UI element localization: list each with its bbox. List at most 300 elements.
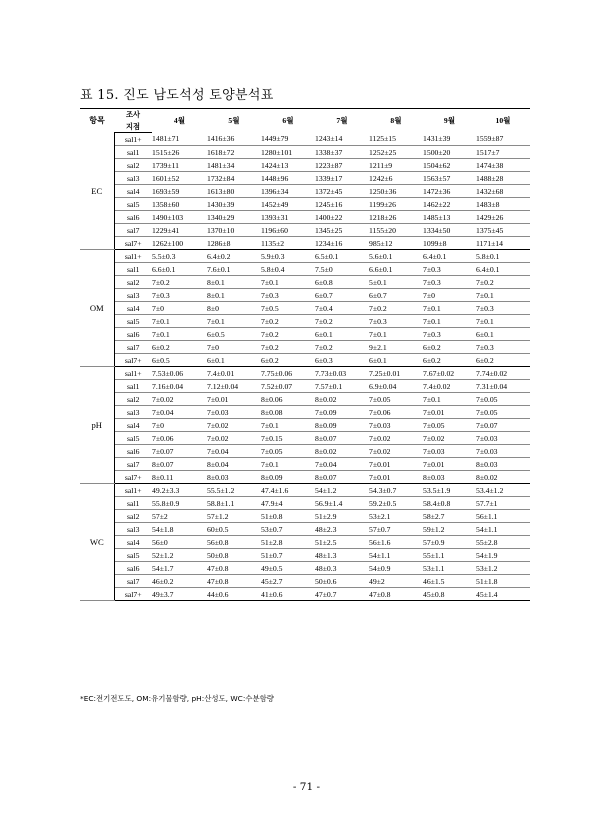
site-cell: sal1 (114, 146, 152, 159)
table-row (80, 224, 530, 237)
value-cell: 7±0.02 (423, 432, 476, 445)
value-cell: 54±1.7 (152, 562, 207, 575)
value-cell: 55.5±1.2 (207, 484, 261, 497)
header-month: 8월 (369, 109, 423, 133)
value-cell: 1218±26 (369, 211, 423, 224)
table-row (80, 393, 530, 406)
value-cell: 1339±17 (315, 172, 369, 185)
value-cell: 58.4±0.8 (423, 497, 476, 510)
value-cell: 7.16±0.04 (152, 380, 207, 393)
value-cell: 1223±87 (315, 159, 369, 172)
site-cell: sal1 (114, 263, 152, 276)
table-row (80, 276, 530, 289)
value-cell: 6.5±0.1 (315, 250, 369, 263)
value-cell: 1483±8 (476, 198, 530, 211)
value-cell: 1400±22 (315, 211, 369, 224)
value-cell: 9±2.1 (369, 341, 423, 354)
value-cell: 7±0.05 (423, 419, 476, 432)
value-cell: 8±0.1 (207, 276, 261, 289)
value-cell: 46±1.5 (423, 575, 476, 588)
value-cell: 1488±28 (476, 172, 530, 185)
value-cell: 1490±103 (152, 211, 207, 224)
value-cell: 47±0.8 (207, 575, 261, 588)
value-cell: 7±0.04 (207, 445, 261, 458)
site-cell: sal7+ (114, 588, 152, 601)
value-cell: 1431±39 (423, 133, 476, 146)
value-cell: 1370±10 (207, 224, 261, 237)
site-cell: sal6 (114, 211, 152, 224)
group-label: pH (80, 367, 114, 484)
value-cell: 1199±26 (369, 198, 423, 211)
value-cell: 6±0.5 (207, 328, 261, 341)
value-cell: 58±2.7 (423, 510, 476, 523)
value-cell: 55.8±0.9 (152, 497, 207, 510)
value-cell: 1286±8 (207, 237, 261, 250)
value-cell: 6±0.2 (423, 341, 476, 354)
value-cell: 7±0 (207, 341, 261, 354)
value-cell: 1618±72 (207, 146, 261, 159)
table-row (80, 250, 530, 263)
site-cell: sal4 (114, 536, 152, 549)
value-cell: 1424±13 (261, 159, 315, 172)
value-cell: 7±0.01 (207, 393, 261, 406)
value-cell: 1155±20 (369, 224, 423, 237)
site-cell: sal4 (114, 419, 152, 432)
value-cell: 57±0.9 (423, 536, 476, 549)
value-cell: 1396±34 (261, 185, 315, 198)
site-cell: sal1 (114, 380, 152, 393)
value-cell: 7.31±0.04 (476, 380, 530, 393)
table-row (80, 536, 530, 549)
value-cell: 57.7±1 (476, 497, 530, 510)
value-cell: 7.12±0.04 (207, 380, 261, 393)
value-cell: 51±2.9 (315, 510, 369, 523)
value-cell: 1693±59 (152, 185, 207, 198)
value-cell: 54±1.8 (152, 523, 207, 536)
value-cell: 7±0.03 (476, 432, 530, 445)
table-row (80, 510, 530, 523)
table-row (80, 419, 530, 432)
value-cell: 7±0.2 (476, 276, 530, 289)
value-cell: 59.2±0.5 (369, 497, 423, 510)
table-title: 표 15. 진도 남도석성 토양분석표 (80, 88, 274, 103)
table-row (80, 354, 530, 367)
value-cell: 1262±100 (152, 237, 207, 250)
value-cell: 7±0.1 (476, 289, 530, 302)
value-cell: 7±0.05 (369, 393, 423, 406)
value-cell: 54±0.9 (369, 562, 423, 575)
value-cell: 49.2±3.3 (152, 484, 207, 497)
value-cell: 59±1.2 (423, 523, 476, 536)
value-cell: 56±1.1 (476, 510, 530, 523)
value-cell: 5.6±0.1 (369, 250, 423, 263)
site-cell: sal7+ (114, 237, 152, 250)
site-cell: sal3 (114, 406, 152, 419)
value-cell: 56±0 (152, 536, 207, 549)
value-cell: 7±0.1 (423, 393, 476, 406)
value-cell: 55±1.1 (423, 549, 476, 562)
value-cell: 6±0.1 (369, 354, 423, 367)
value-cell: 6±0.7 (315, 289, 369, 302)
value-cell: 6±0.1 (207, 354, 261, 367)
value-cell: 7±0.01 (369, 471, 423, 484)
value-cell: 7±0.02 (152, 393, 207, 406)
value-cell: 7±0.5 (261, 302, 315, 315)
site-cell: sal1+ (114, 367, 152, 380)
value-cell: 1393±31 (261, 211, 315, 224)
value-cell: 51±1.8 (476, 575, 530, 588)
value-cell: 6.4±0.2 (207, 250, 261, 263)
value-cell: 6±0.1 (315, 328, 369, 341)
value-cell: 44±0.6 (207, 588, 261, 601)
value-cell: 7±0 (423, 289, 476, 302)
value-cell: 7±0.01 (423, 458, 476, 471)
value-cell: 8±0.09 (261, 471, 315, 484)
value-cell: 57±0.7 (369, 523, 423, 536)
site-cell: sal3 (114, 172, 152, 185)
table-row (80, 562, 530, 575)
site-cell: sal6 (114, 445, 152, 458)
table-row (80, 172, 530, 185)
value-cell: 7±0.05 (476, 393, 530, 406)
value-cell: 1099±8 (423, 237, 476, 250)
site-cell: sal7 (114, 458, 152, 471)
table-row (80, 289, 530, 302)
value-cell: 56.9±1.4 (315, 497, 369, 510)
value-cell: 48±0.3 (315, 562, 369, 575)
value-cell: 7±0.04 (152, 406, 207, 419)
value-cell: 7±0.03 (476, 445, 530, 458)
site-cell: sal7 (114, 575, 152, 588)
value-cell: 7±0.02 (207, 432, 261, 445)
group-ec (80, 133, 530, 250)
site-cell: sal1+ (114, 250, 152, 263)
table-row (80, 575, 530, 588)
value-cell: 1448±96 (261, 172, 315, 185)
page-number: - 71 - (292, 781, 321, 793)
table-row (80, 523, 530, 536)
value-cell: 6±0.5 (152, 354, 207, 367)
site-cell: sal5 (114, 315, 152, 328)
value-cell: 8±0.08 (261, 406, 315, 419)
value-cell: 1432±68 (476, 185, 530, 198)
table-row (80, 458, 530, 471)
value-cell: 7±0.4 (315, 302, 369, 315)
value-cell: 5.8±0.4 (261, 263, 315, 276)
group-label: WC (80, 484, 114, 601)
value-cell: 51±0.8 (261, 510, 315, 523)
value-cell: 7±0.1 (423, 315, 476, 328)
value-cell: 53±2.1 (369, 510, 423, 523)
table-row (80, 367, 530, 380)
value-cell: 1559±87 (476, 133, 530, 146)
header-month: 5월 (207, 109, 261, 133)
value-cell: 7.4±0.02 (423, 380, 476, 393)
value-cell: 7±0.3 (423, 276, 476, 289)
value-cell: 1732±84 (207, 172, 261, 185)
table-row (80, 185, 530, 198)
value-cell: 1242±6 (369, 172, 423, 185)
value-cell: 1481±34 (207, 159, 261, 172)
value-cell: 47±0.8 (207, 562, 261, 575)
value-cell: 6±0.2 (476, 354, 530, 367)
value-cell: 8±0.07 (315, 471, 369, 484)
value-cell: 1196±60 (261, 224, 315, 237)
value-cell: 7±0.06 (369, 406, 423, 419)
value-cell: 48±2.3 (315, 523, 369, 536)
header-month: 9월 (423, 109, 476, 133)
site-cell: sal1 (114, 497, 152, 510)
header-site-line2: 지점 (114, 120, 152, 133)
header-month: 7월 (315, 109, 369, 133)
value-cell: 8±0.06 (261, 393, 315, 406)
value-cell: 50±0.6 (315, 575, 369, 588)
value-cell: 45±1.4 (476, 588, 530, 601)
header-month: 4월 (152, 109, 207, 133)
table-row (80, 588, 530, 601)
value-cell: 8±0 (207, 302, 261, 315)
value-cell: 7±0.3 (423, 328, 476, 341)
group-om (80, 250, 530, 367)
soil-analysis-table (80, 108, 530, 601)
value-cell: 7±0.1 (369, 328, 423, 341)
table-row (80, 302, 530, 315)
value-cell: 7±0.1 (423, 302, 476, 315)
table-row (80, 471, 530, 484)
site-cell: sal1+ (114, 484, 152, 497)
value-cell: 1474±38 (476, 159, 530, 172)
table-row (80, 445, 530, 458)
value-cell: 47±0.7 (315, 588, 369, 601)
value-cell: 7.5±0 (315, 263, 369, 276)
value-cell: 1429±26 (476, 211, 530, 224)
value-cell: 54±1.9 (476, 549, 530, 562)
value-cell: 7±0 (152, 419, 207, 432)
site-cell: sal6 (114, 328, 152, 341)
value-cell: 6.4±0.1 (423, 250, 476, 263)
table-row (80, 198, 530, 211)
table-row (80, 315, 530, 328)
site-cell: sal5 (114, 198, 152, 211)
table-row (80, 380, 530, 393)
table-row (80, 133, 530, 146)
value-cell: 1481±71 (152, 133, 207, 146)
value-cell: 8±0.02 (315, 445, 369, 458)
value-cell: 7±0.02 (369, 432, 423, 445)
value-cell: 7±0.2 (152, 276, 207, 289)
value-cell: 1280±101 (261, 146, 315, 159)
value-cell: 1739±11 (152, 159, 207, 172)
value-cell: 985±12 (369, 237, 423, 250)
value-cell: 7±0.1 (152, 328, 207, 341)
header-item: 항목 (80, 109, 114, 133)
site-cell: sal1+ (114, 133, 152, 146)
site-cell: sal4 (114, 302, 152, 315)
value-cell: 1340±29 (207, 211, 261, 224)
value-cell: 1234±16 (315, 237, 369, 250)
value-cell: 1252±25 (369, 146, 423, 159)
site-cell: sal7+ (114, 354, 152, 367)
value-cell: 7±0.2 (261, 315, 315, 328)
table-row (80, 211, 530, 224)
value-cell: 54±1.2 (315, 484, 369, 497)
value-cell: 54±1.1 (369, 549, 423, 562)
value-cell: 7±0.07 (152, 445, 207, 458)
value-cell: 56±1.6 (369, 536, 423, 549)
value-cell: 7±0.03 (423, 445, 476, 458)
value-cell: 7±0.3 (476, 302, 530, 315)
site-cell: sal7 (114, 224, 152, 237)
value-cell: 8±0.11 (152, 471, 207, 484)
value-cell: 1372±45 (315, 185, 369, 198)
value-cell: 6.9±0.04 (369, 380, 423, 393)
site-cell: sal2 (114, 276, 152, 289)
value-cell: 8±0.03 (207, 471, 261, 484)
value-cell: 1500±20 (423, 146, 476, 159)
value-cell: 1229±41 (152, 224, 207, 237)
value-cell: 6.6±0.1 (369, 263, 423, 276)
table-row (80, 432, 530, 445)
value-cell: 1243±14 (315, 133, 369, 146)
value-cell: 51±0.7 (261, 549, 315, 562)
value-cell: 46±0.2 (152, 575, 207, 588)
value-cell: 7.53±0.06 (152, 367, 207, 380)
site-cell: sal6 (114, 562, 152, 575)
value-cell: 1171±14 (476, 237, 530, 250)
value-cell: 1504±62 (423, 159, 476, 172)
value-cell: 7±0.2 (315, 341, 369, 354)
value-cell: 8±0.1 (207, 289, 261, 302)
value-cell: 8±0.03 (476, 458, 530, 471)
value-cell: 53±1.1 (423, 562, 476, 575)
value-cell: 6±0.8 (315, 276, 369, 289)
value-cell: 55±2.8 (476, 536, 530, 549)
value-cell: 1245±16 (315, 198, 369, 211)
value-cell: 7±0.05 (261, 445, 315, 458)
value-cell: 1515±26 (152, 146, 207, 159)
value-cell: 7±0.1 (207, 315, 261, 328)
value-cell: 7.52±0.07 (261, 380, 315, 393)
site-cell: sal7+ (114, 471, 152, 484)
value-cell: 57±2 (152, 510, 207, 523)
value-cell: 7±0.04 (315, 458, 369, 471)
value-cell: 1485±13 (423, 211, 476, 224)
value-cell: 7±0.3 (369, 315, 423, 328)
value-cell: 57±1.2 (207, 510, 261, 523)
value-cell: 7±0.3 (152, 289, 207, 302)
value-cell: 1517±7 (476, 146, 530, 159)
value-cell: 1135±2 (261, 237, 315, 250)
value-cell: 7.57±0.1 (315, 380, 369, 393)
value-cell: 1452±49 (261, 198, 315, 211)
value-cell: 50±0.8 (207, 549, 261, 562)
value-cell: 49±0.5 (261, 562, 315, 575)
value-cell: 7±0.1 (261, 458, 315, 471)
value-cell: 7±0.15 (261, 432, 315, 445)
value-cell: 8±0.02 (476, 471, 530, 484)
value-cell: 7±0.2 (261, 341, 315, 354)
value-cell: 1416±36 (207, 133, 261, 146)
value-cell: 52±1.2 (152, 549, 207, 562)
value-cell: 54.3±0.7 (369, 484, 423, 497)
value-cell: 47.4±1.6 (261, 484, 315, 497)
footnote: *EC:전기전도도, OM:유기물함량, pH:산성도, WC:수분함량 (80, 694, 274, 703)
value-cell: 1430±39 (207, 198, 261, 211)
value-cell: 5±0.1 (369, 276, 423, 289)
header-site-line1: 조사 (114, 109, 152, 121)
value-cell: 6.4±0.1 (476, 263, 530, 276)
value-cell: 47±0.8 (369, 588, 423, 601)
site-cell: sal7 (114, 341, 152, 354)
table-row (80, 549, 530, 562)
value-cell: 7±0.2 (315, 315, 369, 328)
table-row (80, 497, 530, 510)
value-cell: 5.5±0.3 (152, 250, 207, 263)
value-cell: 49±3.7 (152, 588, 207, 601)
value-cell: 7±0.01 (423, 406, 476, 419)
site-cell: sal3 (114, 523, 152, 536)
value-cell: 1211±9 (369, 159, 423, 172)
value-cell: 7±0.03 (369, 419, 423, 432)
table-row (80, 406, 530, 419)
value-cell: 7±0.1 (261, 419, 315, 432)
value-cell: 7.6±0.1 (207, 263, 261, 276)
value-cell: 7±0.1 (261, 276, 315, 289)
value-cell: 1338±37 (315, 146, 369, 159)
value-cell: 56±0.8 (207, 536, 261, 549)
site-cell: sal4 (114, 185, 152, 198)
value-cell: 45±0.8 (423, 588, 476, 601)
value-cell: 53.4±1.2 (476, 484, 530, 497)
site-cell: sal2 (114, 159, 152, 172)
value-cell: 51±2.5 (315, 536, 369, 549)
value-cell: 6±0.2 (152, 341, 207, 354)
value-cell: 41±0.6 (261, 588, 315, 601)
table-row (80, 146, 530, 159)
value-cell: 1334±50 (423, 224, 476, 237)
site-cell: sal5 (114, 549, 152, 562)
value-cell: 53±1.2 (476, 562, 530, 575)
value-cell: 6±0.3 (315, 354, 369, 367)
value-cell: 53±0.7 (261, 523, 315, 536)
table-row (80, 328, 530, 341)
value-cell: 7±0.2 (369, 302, 423, 315)
value-cell: 1601±52 (152, 172, 207, 185)
header-month: 10월 (476, 109, 530, 133)
value-cell: 7±0.05 (476, 406, 530, 419)
table-row (80, 484, 530, 497)
table-row (80, 341, 530, 354)
group-ph (80, 367, 530, 484)
value-cell: 47.9±4 (261, 497, 315, 510)
value-cell: 45±2.7 (261, 575, 315, 588)
value-cell: 48±1.3 (315, 549, 369, 562)
value-cell: 60±0.5 (207, 523, 261, 536)
value-cell: 7.74±0.02 (476, 367, 530, 380)
value-cell: 7.75±0.06 (261, 367, 315, 380)
value-cell: 7±0.02 (207, 419, 261, 432)
value-cell: 1345±25 (315, 224, 369, 237)
value-cell: 7±0.01 (369, 458, 423, 471)
value-cell: 7±0.06 (152, 432, 207, 445)
value-cell: 7±0.2 (261, 328, 315, 341)
group-label: OM (80, 250, 114, 367)
table-row (80, 237, 530, 250)
value-cell: 53.5±1.9 (423, 484, 476, 497)
value-cell: 7.73±0.03 (315, 367, 369, 380)
value-cell: 8±0.02 (315, 393, 369, 406)
value-cell: 7±0 (152, 302, 207, 315)
